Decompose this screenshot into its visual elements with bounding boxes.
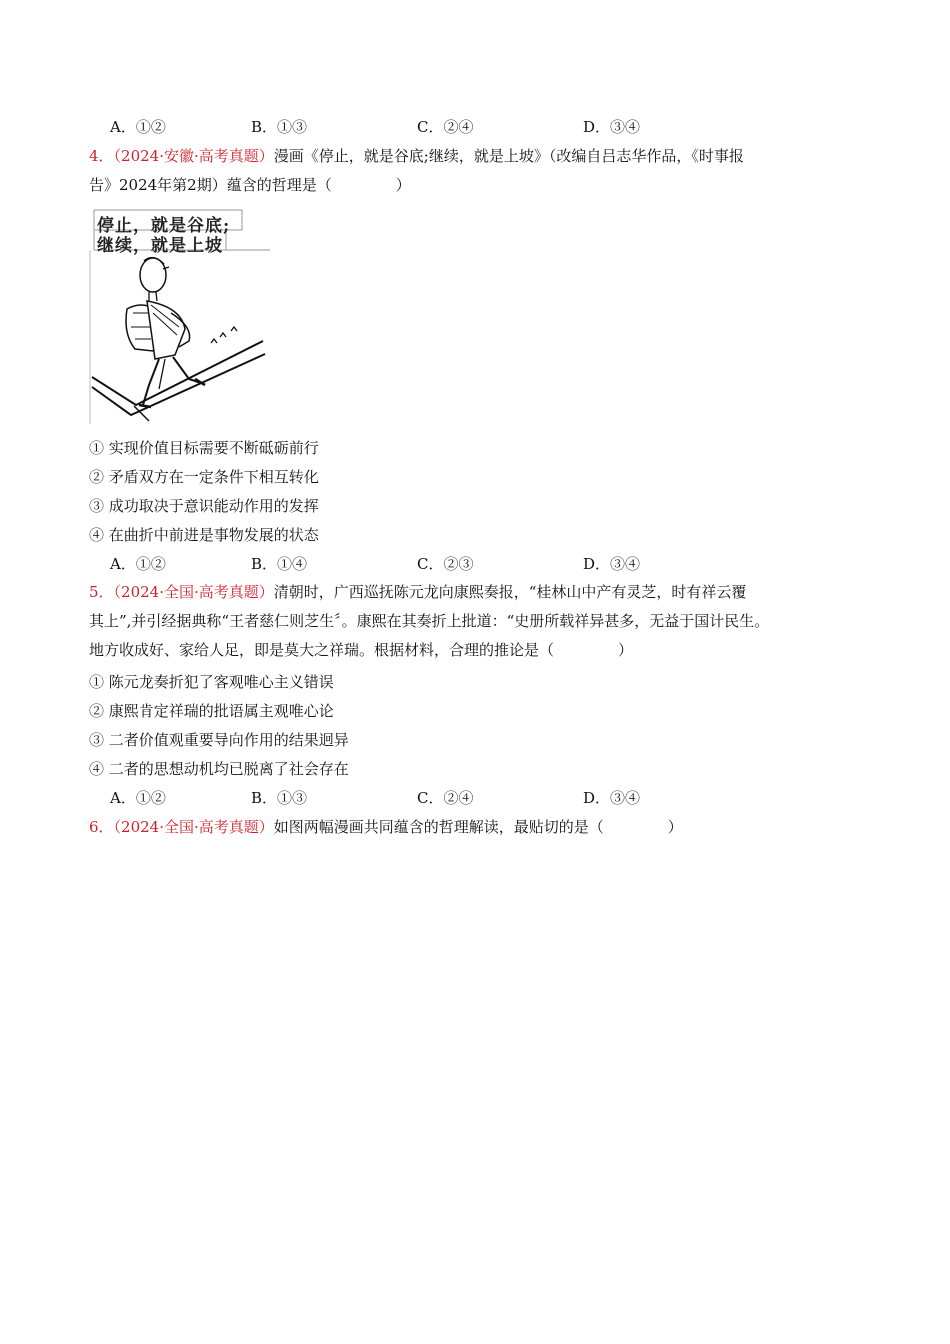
q5-stem-line3 <box>89 639 633 660</box>
q5-stem-text: 清朝时，广西巡抚陈元龙向康熙奏报，“桂林山中产有灵芝，时有祥云覆 <box>273 583 747 601</box>
q4-source: （2024·安徽·高考真题） <box>113 147 274 165</box>
q4-option-a: A．①② <box>110 555 166 573</box>
q5-option-b: B．①③ <box>251 789 308 807</box>
q4-item-3: ③ 成功取决于意识能动作用的发挥 <box>89 497 319 515</box>
q6-source: （2024·全国·高考真题） <box>113 818 274 836</box>
q3-option-c: C．②④ <box>417 118 474 136</box>
q5-stem-line3-text: 地方收成好、家给人足，即是莫大之祥瑞。根据材料，合理的推论是（ <box>89 641 555 659</box>
q5-stem-line3-close: ） <box>618 641 634 659</box>
q5-stem-line1 <box>89 581 746 602</box>
q6-stem-close: ） <box>667 818 683 836</box>
q4-item-1: ① 实现价值目标需要不断砥砺前行 <box>89 439 319 457</box>
q6-number: 6． <box>89 818 114 836</box>
q4-stem-line2 <box>89 174 411 195</box>
q3-option-a: A．①② <box>110 118 166 136</box>
q4-stem-line1 <box>89 145 744 166</box>
q4-item-2: ② 矛盾双方在一定条件下相互转化 <box>89 468 319 486</box>
q4-stem-line2-close: ） <box>395 176 411 194</box>
q3-option-b: B．①③ <box>251 118 308 136</box>
q5-item-3: ③ 二者价值观重要导向作用的结果迥异 <box>89 731 349 749</box>
q5-stem-line2: 其上”,并引经据典称“王者慈仁则芝生〞。康熙在其奏折上批道：“史册所载祥异甚多，无益于国计民生。 <box>89 612 770 630</box>
q5-item-4: ④ 二者的思想动机均已脱离了社会存在 <box>89 760 349 778</box>
q5-item-1: ① 陈元龙奏折犯了客观唯心主义错误 <box>89 673 334 691</box>
q4-cartoon <box>89 209 271 425</box>
q4-number: 4． <box>89 147 114 165</box>
q4-stem-text: 漫画《停止，就是谷底;继续，就是上坡》（改编自吕志华作品，《时事报 <box>273 147 744 165</box>
q4-stem-line2-text: 告》2024年第2期）蕴含的哲理是（ <box>89 176 332 194</box>
q4-option-b: B．①④ <box>251 555 308 573</box>
q5-option-a: A．①② <box>110 789 166 807</box>
q4-cartoon-caption-line1: 停止，就是谷底; <box>97 216 231 236</box>
q5-number: 5． <box>89 583 114 601</box>
q6-stem-text: 如图两幅漫画共同蕴含的哲理解读，最贴切的是（ <box>273 818 604 836</box>
q5-source: （2024·全国·高考真题） <box>113 583 274 601</box>
q4-option-d: D．③④ <box>583 555 641 573</box>
q5-option-d: D．③④ <box>583 789 641 807</box>
q5-option-c: C．②④ <box>417 789 474 807</box>
q3-option-d: D．③④ <box>583 118 641 136</box>
q4-option-c: C．②③ <box>417 555 474 573</box>
q4-cartoon-caption-line2: 继续，就是上坡 <box>97 236 223 256</box>
q6-stem <box>89 816 683 837</box>
q4-item-4: ④ 在曲折中前进是事物发展的状态 <box>89 526 319 544</box>
q5-item-2: ② 康熙肯定祥瑞的批语属主观唯心论 <box>89 702 334 720</box>
